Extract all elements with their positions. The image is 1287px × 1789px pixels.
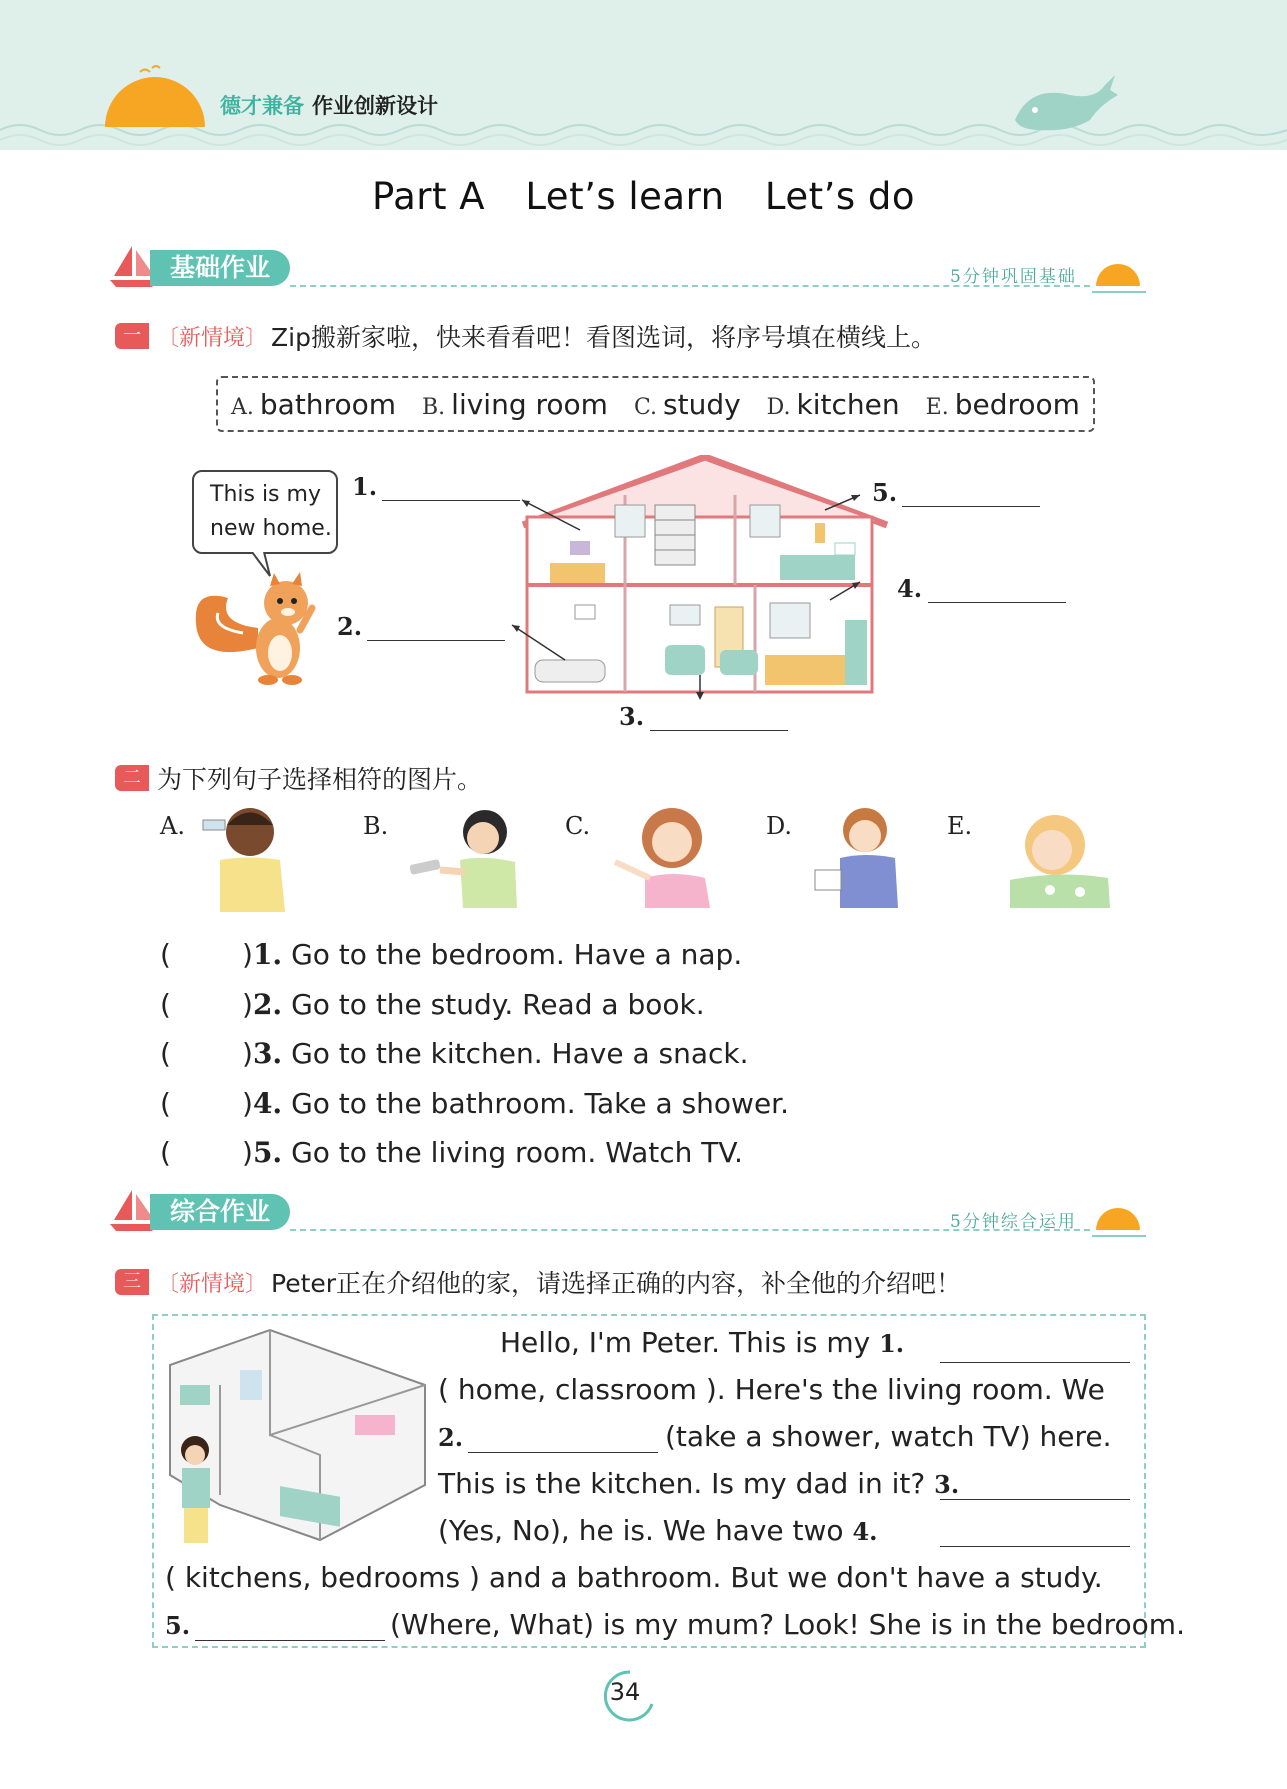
q3-number: 三 bbox=[115, 1269, 149, 1295]
brand-black: 作业创新设计 bbox=[312, 94, 438, 118]
brand bbox=[220, 90, 438, 120]
title-learn: Let’s learn bbox=[525, 175, 725, 218]
boy-remote-picture bbox=[405, 800, 525, 910]
blank-5-line[interactable] bbox=[902, 506, 1040, 507]
q1-heading bbox=[115, 318, 936, 354]
bubble-line2: new home. bbox=[210, 516, 332, 541]
blank-2-line[interactable] bbox=[367, 640, 505, 641]
squirrel-illustration bbox=[188, 568, 328, 688]
girl-napping-picture bbox=[1000, 800, 1115, 910]
passage-line-1: Hello, I'm Peter. This is my 1. bbox=[500, 1326, 905, 1359]
option-b: B. living room bbox=[422, 387, 608, 421]
passage-line-2: ( home, classroom ). Here's the living room. We bbox=[438, 1373, 1105, 1406]
passage-blank-3[interactable] bbox=[940, 1499, 1130, 1500]
passage-blank-1[interactable] bbox=[940, 1362, 1130, 1363]
blank-3-line[interactable] bbox=[650, 730, 788, 731]
picture-b-label: B. bbox=[363, 812, 389, 840]
sentence-2: ( )2. Go to the study. Read a book. bbox=[160, 988, 705, 1021]
blank-4-line[interactable] bbox=[928, 602, 1066, 603]
passage-blank-5[interactable] bbox=[195, 1640, 385, 1641]
passage-blank-2[interactable] bbox=[468, 1452, 658, 1453]
page-number: 34 bbox=[609, 1678, 641, 1706]
q2-number: 二 bbox=[115, 765, 149, 791]
picture-d-label: D. bbox=[766, 812, 793, 840]
girl-pointing-picture bbox=[610, 800, 720, 910]
section-basic-note: 5分钟巩固基础 bbox=[950, 267, 1077, 287]
q3-tag: 〔新情境〕 bbox=[157, 1271, 268, 1297]
passage-line-3: (take a shower, watch TV) here. bbox=[665, 1420, 1112, 1453]
passage-line-7-label: 5. bbox=[165, 1611, 191, 1640]
picture-e-label: E. bbox=[947, 812, 973, 840]
passage-line-7: (Where, What) is my mum? Look! She is in the bedroom. bbox=[390, 1608, 1185, 1641]
pointer-arrows bbox=[500, 470, 900, 710]
passage-line-6: ( kitchens, bedrooms ) and a bathroom. But we don't have a study. bbox=[165, 1561, 1103, 1594]
boy-reading-picture bbox=[810, 800, 910, 910]
section-comprehensive-note: 5分钟综合运用 bbox=[950, 1212, 1077, 1232]
passage-line-5: (Yes, No), he is. We have two 4. bbox=[438, 1514, 878, 1547]
brand-green: 德才兼备 bbox=[220, 94, 304, 118]
page-title bbox=[0, 175, 1287, 218]
blank-1-line[interactable] bbox=[382, 500, 520, 501]
q1-tag: 〔新情境〕 bbox=[157, 325, 268, 351]
word-options-box bbox=[216, 376, 1095, 432]
whale-icon bbox=[1010, 70, 1120, 135]
blank-4-label: 4. bbox=[897, 574, 923, 603]
picture-c-label: C. bbox=[565, 812, 591, 840]
sentence-4: ( )4. Go to the bathroom. Take a shower. bbox=[160, 1087, 790, 1120]
title-part: Part A bbox=[371, 175, 486, 218]
blank-1-label: 1. bbox=[352, 472, 378, 501]
passage-blank-4[interactable] bbox=[940, 1546, 1130, 1547]
q2-instruction: 为下列句子选择相符的图片。 bbox=[157, 765, 483, 794]
picture-a-label: A. bbox=[160, 812, 185, 840]
q1-instruction: Zip搬新家啦，快来看看吧！看图选词，将序号填在横线上。 bbox=[271, 323, 936, 352]
blank-5-label: 5. bbox=[872, 478, 898, 507]
option-a: A. bathroom bbox=[231, 387, 396, 421]
q2-heading bbox=[115, 760, 482, 796]
sentence-1: ( )1. Go to the bedroom. Have a nap. bbox=[160, 938, 743, 971]
q3-heading bbox=[115, 1264, 961, 1300]
blank-3-label: 3. bbox=[619, 702, 645, 731]
sun-small-icon-2 bbox=[1090, 1196, 1150, 1242]
boy-drinking-picture bbox=[195, 800, 305, 915]
passage-line-4: This is the kitchen. Is my dad in it? 3. bbox=[438, 1467, 960, 1500]
sentence-3: ( )3. Go to the kitchen. Have a snack. bbox=[160, 1037, 749, 1070]
sun-icon bbox=[100, 62, 210, 132]
peter-house-illustration bbox=[160, 1325, 430, 1545]
option-d: D. kitchen bbox=[766, 387, 900, 421]
title-do: Let’s do bbox=[764, 175, 916, 218]
q1-number: 一 bbox=[115, 323, 149, 349]
speech-bubble bbox=[192, 470, 338, 554]
sun-small-icon bbox=[1090, 252, 1150, 298]
q3-instruction: Peter正在介绍他的家，请选择正确的内容，补全他的介绍吧！ bbox=[271, 1269, 962, 1298]
passage-line-3-label: 2. bbox=[438, 1423, 464, 1452]
section-basic-label: 基础作业 bbox=[150, 250, 290, 286]
blank-2-label: 2. bbox=[337, 612, 363, 641]
option-e: E. bedroom bbox=[925, 387, 1080, 421]
section-comprehensive-label: 综合作业 bbox=[150, 1194, 290, 1230]
bubble-line1: This is my bbox=[210, 482, 321, 507]
option-c: C. study bbox=[633, 387, 741, 421]
sentence-5: ( )5. Go to the living room. Watch TV. bbox=[160, 1136, 743, 1169]
